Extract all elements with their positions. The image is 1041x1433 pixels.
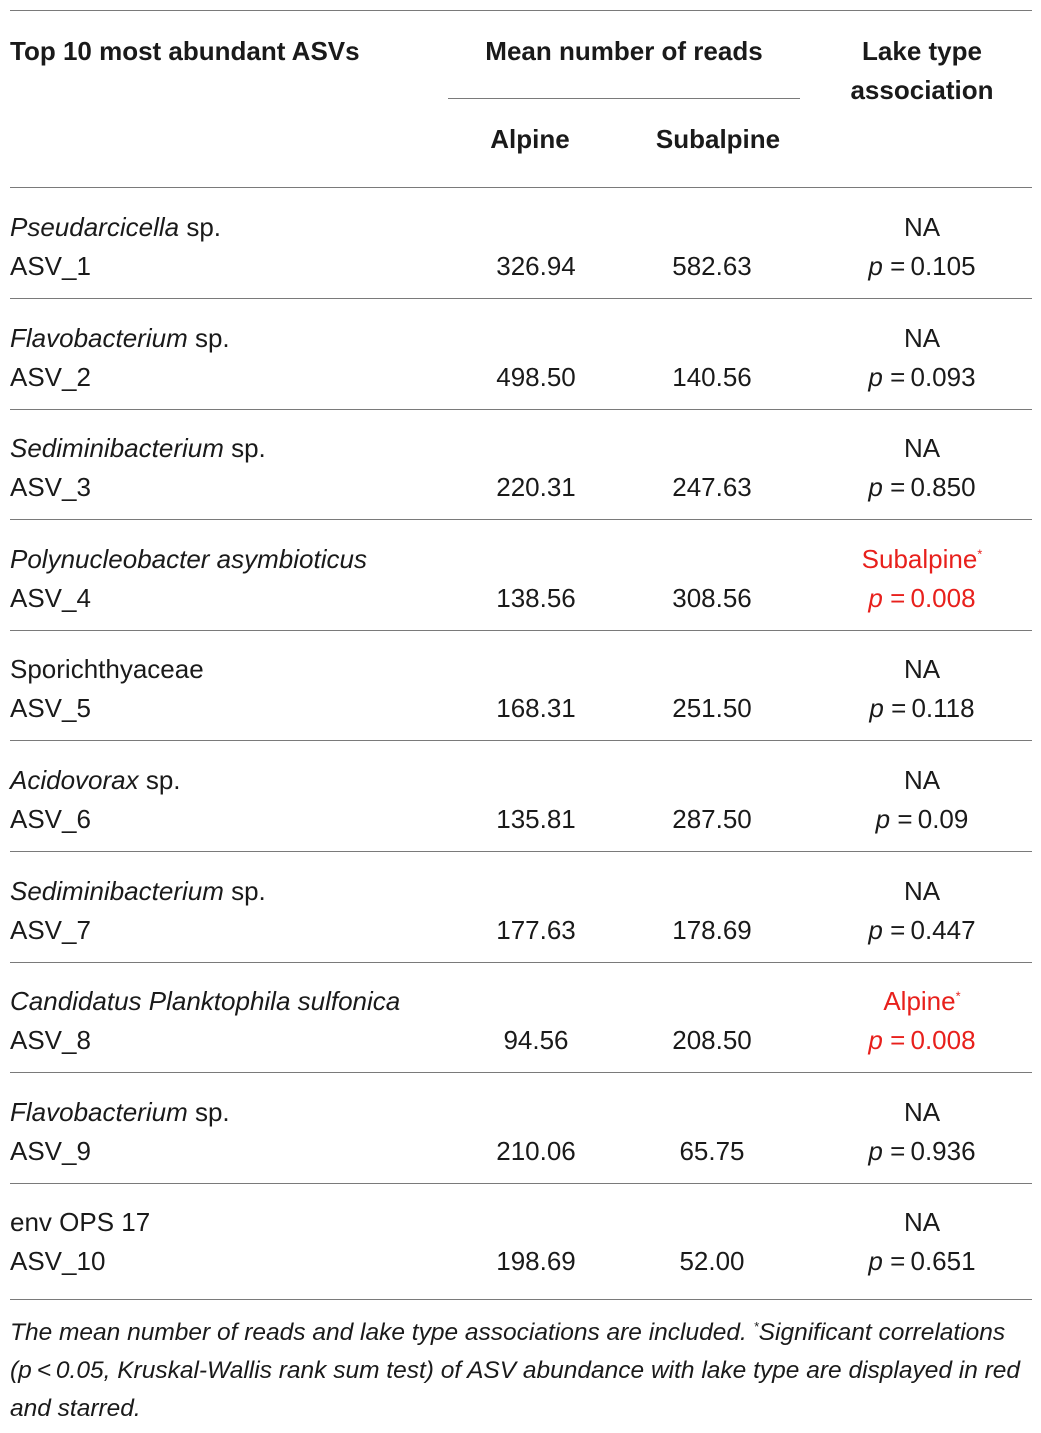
alpine-mean: 168.31 (496, 693, 576, 724)
p-value (812, 910, 1032, 950)
taxon-suffix: sp. (187, 1096, 230, 1127)
taxon-name (10, 539, 367, 579)
p-value (812, 1241, 1032, 1281)
asv-id: ASV_1 (10, 251, 91, 281)
p-symbol: p (868, 582, 883, 613)
lake-association (812, 428, 1032, 468)
p-value (812, 688, 1032, 728)
significance-star: * (955, 988, 961, 1004)
table-caption (10, 1314, 1032, 1428)
p-value (812, 467, 1032, 507)
header-lake-type (814, 32, 1030, 110)
p-symbol: p (868, 251, 883, 281)
taxon-suffix: sp. (138, 765, 181, 795)
p-number: = 0.850 (882, 472, 976, 503)
asv-id: ASV_9 (10, 1135, 91, 1166)
asv-id: ASV_10 (10, 1246, 106, 1277)
caption-star: * (753, 1318, 759, 1334)
table-row (0, 1073, 1041, 1184)
taxon-genus: Flavobacterium (10, 1096, 188, 1127)
table-row (0, 299, 1041, 410)
p-number: = 0.936 (882, 1135, 976, 1166)
subalpine-mean: 287.50 (672, 804, 752, 834)
association-label: NA (903, 433, 941, 464)
p-symbol: p (868, 472, 883, 503)
header-mean-reads: Mean number of reads (485, 36, 763, 66)
lake-association (812, 760, 1032, 800)
subalpine-mean: 208.50 (672, 1025, 752, 1056)
p-value (812, 357, 1032, 397)
alpine-mean: 498.50 (496, 361, 576, 392)
header-lake-type-line2: association (850, 75, 994, 105)
asv-id: ASV_2 (10, 361, 91, 392)
header-spanner-rule (448, 98, 800, 99)
taxon-name (10, 1092, 230, 1132)
taxon-genus: Pseudarcicella (10, 212, 180, 242)
taxon-suffix: env OPS 17 (10, 1207, 151, 1238)
table-row (0, 741, 1041, 852)
subalpine-mean: 247.63 (672, 472, 752, 503)
subalpine-mean: 140.56 (672, 361, 752, 392)
p-value (812, 1131, 1032, 1171)
alpine-mean: 94.56 (503, 1025, 569, 1056)
p-number: = 0.008 (882, 1025, 976, 1056)
association-label: NA (903, 1207, 941, 1238)
p-symbol: p (875, 804, 891, 834)
alpine-mean: 177.63 (496, 914, 576, 945)
taxon-name (10, 871, 266, 911)
lake-association (812, 649, 1032, 689)
table-row (0, 630, 1041, 741)
taxon-name (10, 1202, 150, 1242)
taxon-name (10, 981, 400, 1021)
lake-association (812, 1092, 1032, 1132)
caption-part1: The mean number of reads and lake type associations are included. (10, 1319, 754, 1346)
taxon-suffix: Sporichthyaceae (10, 654, 204, 685)
p-symbol: p (868, 1246, 883, 1277)
p-symbol: p (869, 693, 884, 724)
taxon-name (10, 428, 266, 468)
subalpine-mean: 582.63 (672, 251, 752, 281)
table-row (0, 409, 1041, 520)
asv-id: ASV_8 (10, 1025, 91, 1056)
taxon-name (10, 318, 230, 358)
association-label: NA (903, 654, 941, 685)
asv-id: ASV_3 (10, 472, 91, 503)
p-symbol: p (868, 1025, 883, 1056)
p-number: = 0.105 (882, 251, 976, 281)
taxon-genus: Polynucleobacter asymbioticus (10, 543, 367, 574)
table-row (0, 520, 1041, 631)
alpine-mean: 210.06 (496, 1135, 576, 1166)
table-bottom-rule (10, 1299, 1032, 1300)
association-label: NA (903, 212, 941, 242)
taxon-genus: Sediminibacterium (10, 433, 224, 464)
table-top-rule (10, 10, 1032, 11)
alpine-mean: 135.81 (496, 804, 576, 834)
significance-star: * (977, 546, 983, 562)
asv-id: ASV_6 (10, 804, 91, 834)
header-subalpine: Subalpine (655, 124, 781, 154)
p-value (812, 578, 1032, 618)
association-label: NA (903, 322, 941, 353)
p-number: = 0.09 (890, 804, 969, 834)
association-label: NA (903, 765, 941, 795)
table-row (0, 188, 1041, 299)
association-label: Subalpine (861, 543, 978, 574)
alpine-mean: 326.94 (496, 251, 576, 281)
lake-association (812, 318, 1032, 358)
lake-association (812, 981, 1032, 1021)
p-value (812, 246, 1032, 286)
lake-association (812, 1202, 1032, 1242)
association-label: NA (903, 875, 941, 906)
table-row (0, 852, 1041, 963)
taxon-name (10, 760, 181, 800)
p-symbol: p (868, 1135, 883, 1166)
subalpine-mean: 52.00 (679, 1246, 745, 1277)
subalpine-mean: 178.69 (672, 914, 752, 945)
header-asv-column: Top 10 most abundant ASVs (10, 36, 360, 66)
subalpine-mean: 251.50 (672, 693, 752, 724)
taxon-genus: Sediminibacterium (10, 875, 224, 906)
p-value (812, 1020, 1032, 1060)
p-number: = 0.651 (882, 1246, 976, 1277)
p-symbol: p (868, 361, 883, 392)
p-number: = 0.447 (882, 914, 976, 945)
table-row (0, 1183, 1041, 1294)
asv-id: ASV_4 (10, 582, 91, 613)
subalpine-mean: 308.56 (672, 582, 752, 613)
taxon-name (10, 207, 221, 247)
alpine-mean: 138.56 (496, 582, 576, 613)
alpine-mean: 198.69 (496, 1246, 576, 1277)
lake-association (812, 871, 1032, 911)
taxon-suffix: sp. (187, 322, 230, 353)
p-number: = 0.118 (883, 693, 975, 724)
lake-association (812, 539, 1032, 579)
taxon-suffix: sp. (223, 433, 266, 464)
taxon-genus: Candidatus Planktophila sulfonica (10, 986, 401, 1017)
taxon-suffix: sp. (223, 875, 266, 906)
asv-id: ASV_7 (10, 914, 91, 945)
asv-id: ASV_5 (10, 693, 91, 724)
p-number: = 0.093 (882, 361, 976, 392)
taxon-genus: Acidovorax (10, 765, 139, 795)
taxon-suffix: sp. (179, 212, 222, 242)
p-number: = 0.008 (882, 582, 976, 613)
p-symbol: p (868, 914, 883, 945)
header-lake-type-line1: Lake type (862, 36, 982, 66)
association-label: Alpine (883, 986, 956, 1017)
table-row (0, 962, 1041, 1073)
lake-association (812, 207, 1032, 247)
taxon-name (10, 649, 204, 689)
caption-part2: Significant correlations (p < 0.05, Kruskal-Wallis rank sum test) of ASV abundance with lake type are displayed in red and starred. (10, 1319, 1021, 1422)
association-label: NA (903, 1096, 941, 1127)
subalpine-mean: 65.75 (679, 1135, 745, 1166)
p-value (812, 799, 1032, 839)
alpine-mean: 220.31 (496, 472, 576, 503)
taxon-genus: Flavobacterium (10, 322, 188, 353)
header-alpine: Alpine (490, 124, 570, 154)
